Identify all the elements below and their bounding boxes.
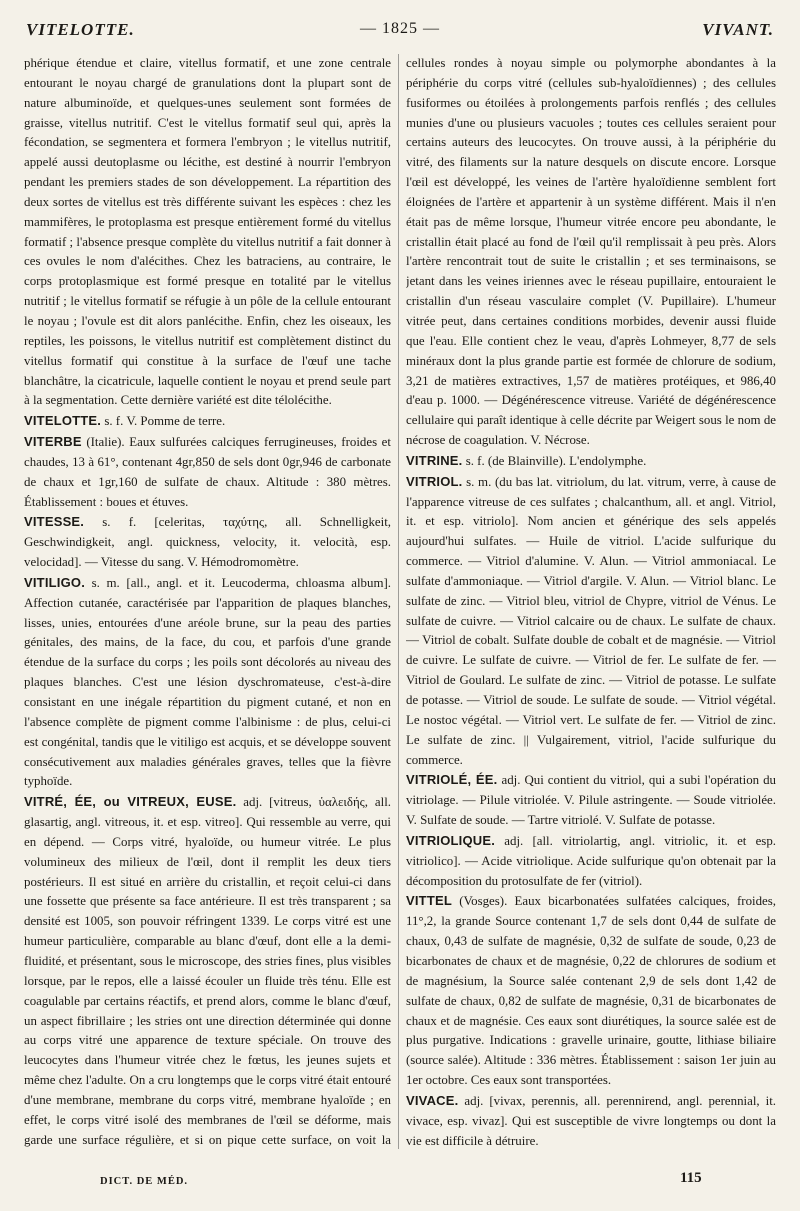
dictionary-entry xyxy=(406,891,776,1090)
entry-text: s. m. [all., angl. et it. Leucoderma, chloasma album]. Affection cutanée, caractérisée par l'apparition de plaques blanches, lisses, unies, entourées d'une aréole brune, sur la peau des parties génitales, des mains, de la face, du cou, et parfois d'une grande étendue de la surface du corps ; les poils sont décolorés au niveau des plaques blanches. C'est une lésion dyschromateuse, c'est-à-dire consistant en une inégale répartition du pigment cutané, et non en l'absence complète de pigment comme l'albinisme : de plus, celui-ci est congénital, tandis que le vitiligo est acquis, et se développe souvent consécutivement aux maladies générales graves, telles que la fièvre typhoïde. xyxy=(24,575,391,789)
running-header xyxy=(26,20,774,46)
dictionary-entry xyxy=(406,831,776,892)
entry-headword: VITRINE. xyxy=(406,452,463,468)
entry-headword: VIVACE. xyxy=(406,1092,459,1108)
entry-text: adj. [vitreus, ὑαλειδής, all. glasartig, angl. vitreous, it. et esp. vitreo]. Qui ressemble au verre, qui en dépend. — Corps vitré, hyaloïde, ou humeur vitrée. Le plus volumineux des milieux de l'œil, dont il remplit les deux tiers postérieurs. Il est situé en arrière du cristallin, et reçoit celui-ci dans une fossette que présente sa face antérieure. Il est très transparent ; sa densité est 1005, son pouvoir réfringent 1339. Le corps vitré est une humeur particulière, comparable au blanc d'œuf, dont elle a la demi-fluidité, et présentant, sous le microscope, des stries fines, plus visibles lorsque, par le repos, elle a laissé écouler un fluide très ténu. Elle est coagulable par certains réactifs, et prend alors, comme le blanc d'œuf, un aspect fibrillaire ; les stries ont une direction déterminée qui donne au corps vitré une apparence de texture spéciale. On trouve des leucocytes dans l'humeur vitrée chez le fœtus, les jeunes sujets et même chez l'adulte. On a cru longtemps que le corps vitré était entouré d'une membrane, membrane du corps vitré, membrane hyaloïde ; en effet, le corps vitré isolé des membranes de l'œil se déforme, mais garde une surface régulière, et si on pique cette surface, on voit la xyxy=(24,795,391,1147)
right-column xyxy=(406,54,776,1154)
entry-text: s. f. V. Pomme de terre. xyxy=(101,414,226,429)
dictionary-entry xyxy=(24,411,391,432)
dictionary-entry xyxy=(406,770,776,831)
entry-headword: VITTEL xyxy=(406,893,452,909)
entry-text: adj. [all. vitriolartig, angl. vitriolic, it. et esp. vitriolico]. — Acide vitriolique. Acide sulfurique qu'on obtenait par la décomposition du protosulfate de fer (vitriol). xyxy=(406,833,776,888)
dictionary-entry xyxy=(406,1151,776,1154)
entry-text: adj. [vivax, perennis, all. perennirend, angl. perennial, it. vivace, esp. vivaz]. Qui est susceptible de vivre longtemps ou dont la vie est difficile à détruire. xyxy=(406,1093,776,1148)
entry-text: (Italie). Eaux sulfurées calciques ferrugineuses, froides et chaudes, 13 à 61°, contenant 4gr,850 de sels dont 0gr,946 de carbonate de chaux et 1gr,160 de sulfate de chaux. Altitude : 380 mètres. Établissement : boues et étuves. xyxy=(24,435,391,509)
entry-text: phérique étendue et claire, vitellus formatif, et une zone centrale entourant le noyau chargé de granulations dont la plupart sont de nature albuminoïde, et quelques-unes seulement sont formées de graisse, vitellus nutritif. C'est le vitellus formatif seul qui, après la fécondation, se segmentera et formera l'embryon ; le vitellus nutritif, appelé aussi deutoplasme ou lécithe, est destiné à nourrir l'embryon pendant les premiers stades de son développement. La répartition des deux sortes de vitellus est très différente suivant les espèces : chez les mammifères, le protoplasma est presque entièrement formé du vitellus formatif ; l'absence presque complète du vitellus nutritif a fait donner à ces ovules le nom d'alécithes. Chez les batraciens, au contraire, le corps protoplasmique est formé presque en totalité par le vitellus nutritif ; le vitellus formatif se réfugie à un pôle de la cellule entourant le noyau ; l'ovule est dit alors panlécithe. Enfin, chez les oiseaux, les reptiles, les poissons, le vitellus nutritif est complètement distinct du vitellus formatif qui constitue à la surface de l'œuf une tache blanchâtre, la cicatricule, laquelle contient le noyau et prend seule part à la segmentation. Cette dernière variété est dite télolécithe. xyxy=(24,56,391,408)
entry-headword: VITRIOL. xyxy=(406,473,463,489)
entry-text: cellules rondes à noyau simple ou polymorphe abondantes à la périphérie du corps vitré (cellules sub-hyaloïdiennes) ; des cellules fusiformes ou étoilées à prolongements parfois renflés ; des cellules munies d'une ou plusieurs vacuoles ; toutes ces cellules seraient pour certains auteurs des leucocytes. On trouve aussi, à la périphérie du vitré, des filaments sur la nature desquels on discute encore. Lorsque l'œil est développé, les veines de l'artère hyaloïdienne semblent fort éloignées de l'artère et appartenir à un système différent. Mais il n'en était pas de même lorsque, l'humeur vitrée encore peu abondante, le cristallin était placé au fond de l'œil qu'il remplissait à peu près. Alors l'artère rencontrait tout de suite le cristallin ; et ses terminaisons, se jetant dans les veines iriennes avec le réseau pupillaire, entouraient le cristallin d'un réseau vasculaire complet (V. Pupillaire). L'humeur vitrée peut, dans certaines conditions morbides, devenir aussi fluide que l'eau. Elle contient chez le veau, d'après Lohmeyer, 8,77 de sels minéraux dont la plus grande partie est formée de chlorure de sodium, 3,21 de matières extractives, 1,57 de matières protéiques, et 986,40 d'eau p. 1000. — Dégénérescence vitreuse. Variété de dégénérescence cellulaire qui paraît identique à celle décrite par Weigert sous le nom de nécrose de coagulation. V. Nécrose. xyxy=(406,56,776,448)
dictionary-entry xyxy=(406,472,776,771)
dictionary-entry xyxy=(24,792,391,1154)
entry-headword xyxy=(406,1153,502,1154)
entry-headword: VITRIOLÉ, ÉE. xyxy=(406,772,498,788)
dictionary-entry xyxy=(406,451,776,472)
entry-headword: VITRÉ, ÉE, ou VITREUX, EUSE. xyxy=(24,794,237,810)
left-column xyxy=(24,54,391,1154)
dictionary-entry xyxy=(24,573,391,792)
entry-text: (Vosges). Eaux bicarbonatées sulfatées calciques, froides, 11°,2, la grande Source contenant 1,7 de sels dont 0,44 de sulfate de chaux, 0,43 de sulfate de magnésie, 0,32 de sulfate de soude, 0,23 de bicarbonates de chaux et de magnésie, 0,22 de chlorures de sodium et de magnésium, la Source salée contenant 2,9 de sels dont 1,42 de sulfate de chaux, 0,82 de sulfate de magnésie, 0,31 de bicarbonates de chaux et de magnésie. Ces eaux sont diurétiques, la source salée est de plus purgative. Indications : gravelle urinaire, goutte, lithiase biliaire (source salée). Altitude : 336 mètres. Établissement : saison 1er juin au 1er octobre. Ces eaux sont transportées. xyxy=(406,894,776,1088)
dictionary-entry xyxy=(24,432,391,512)
entry-headword: VITESSE. xyxy=(24,514,85,530)
header-last-word: VIVANT. xyxy=(702,20,774,39)
column-divider xyxy=(398,54,399,1149)
entry-text: s. f. [celeritas, ταχύτης, all. Schnelligkeit, Geschwindigkeit, angl. quickness, velocity, it. velocità, esp. velocidad]. — Vitesse du sang. V. Hémodromomètre. xyxy=(24,515,391,570)
dictionary-entry xyxy=(24,512,391,573)
entry-headword: VITERBE xyxy=(24,434,82,450)
footer-title: DICT. DE MÉD. xyxy=(100,1176,189,1187)
dictionary-entry xyxy=(24,54,391,411)
page-footer xyxy=(0,1170,800,1194)
dictionary-entry xyxy=(406,1091,776,1152)
entry-headword: VITELOTTE. xyxy=(24,413,102,429)
page-number-header: — 1825 — xyxy=(360,20,440,37)
dictionary-entry xyxy=(406,54,776,451)
entry-text: s. f. (de Blainville). L'endolymphe. xyxy=(462,453,647,468)
entry-text: s. m. (du bas lat. vitriolum, du lat. vitrum, verre, à cause de l'apparence vitreuse de ces sulfates ; chalcanthum, all. et angl. Vitriol, it. et esp. vitriolo]. Nom ancien et générique des sels appelés aujourd'hui sulfates. — Huile de vitriol. L'acide sulfurique du commerce. — Vitriol d'alumine. V. Alun. — Vitriol ammoniacal. Le sulfate d'ammoniaque. — Vitriol d'argile. V. Alun. — Vitriol blanc. Le sulfate de zinc. — Vitriol bleu, vitriol de Chypre, vitriol de Vénus. Le sulfate de cuivre. — Vitriol calcaire ou de chaux. Le sulfate de chaux. — Vitriol de cobalt. Sulfate double de cobalt et de magnésie. — Vitriol de cuivre. Le sulfate de cuivre. — Vitriol de fer. Le sulfate de fer. — Vitriol de Goulard. Le sulfate de zinc. — Vitriol de potasse. Le sulfate de potasse. — Vitriol de soude. Le sulfate de soude. — Vitriol végétal. Le nostoc végétal. — Vitriol vert. Le sulfate de fer. — Vitriol de zinc. Le sulfate de zinc. || Vulgairement, vitriol, l'acide sulfurique du commerce. xyxy=(406,474,776,767)
entry-text: adj. Qui contient du vitriol, qui a subi l'opération du vitriolage. — Pilule vitriolée. V. Pilule astringente. — Soude vitriolée. V. Sulfate de soude. — Tartre vitriolé. V. Sulfate de potasse. xyxy=(406,773,776,828)
header-first-word: VITELOTTE. xyxy=(26,20,135,39)
entry-headword: VITRIOLIQUE. xyxy=(406,832,496,848)
footer-page-number: 115 xyxy=(680,1170,702,1186)
entry-headword: VITILIGO. xyxy=(24,574,86,590)
